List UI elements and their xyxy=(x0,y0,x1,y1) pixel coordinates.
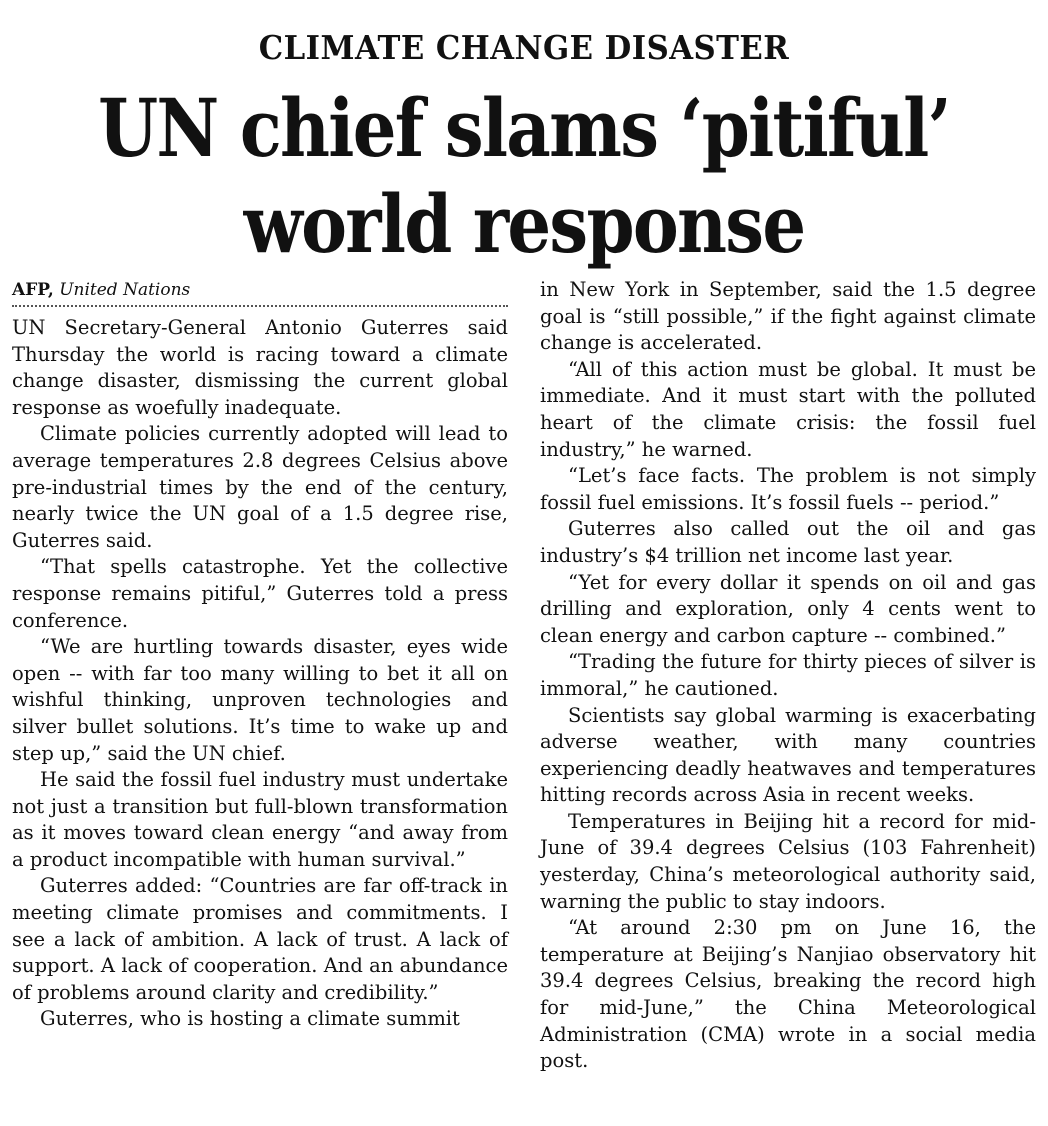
paragraph: in New York in September, said the 1.5 degree goal is “still possible,” if the fight against climate change is accelerated. xyxy=(540,278,1036,355)
paragraph: Temperatures in Beijing hit a record for mid-June of 39.4 degrees Celsius (103 Fahrenheit) yesterday, China’s meteorological authority said, warning the public to stay indoors. xyxy=(540,809,1036,913)
paragraph: Guterres also called out the oil and gas industry’s $4 trillion net income last year. xyxy=(540,517,1036,567)
paragraph: He said the fossil fuel industry must undertake not just a transition but full-blown transformation as it moves toward clean energy “and away from a product incompatible with human survival.” xyxy=(12,768,508,871)
byline-agency: AFP, xyxy=(12,280,54,300)
paragraph: “Yet for every dollar it spends on oil and gas drilling and exploration, only 4 cents went to clean energy and carbon capture -- combined.” xyxy=(540,570,1036,647)
paragraph: “Trading the future for thirty pieces of silver is immoral,” he cautioned. xyxy=(540,650,1036,700)
paragraph: Guterres, who is hosting a climate summit xyxy=(40,1007,460,1031)
section-kicker: CLIMATE CHANGE DISASTER xyxy=(258,28,790,67)
byline-place: United Nations xyxy=(59,280,191,300)
headline-line-2: world response xyxy=(243,177,805,271)
paragraph: “All of this action must be global. It must be immediate. And it must start with the polluted heart of the climate crisis: the fossil fuel industry,” he warned. xyxy=(540,357,1036,461)
byline xyxy=(12,275,508,307)
paragraph: “At around 2:30 pm on June 16, the temperature at Beijing’s Nanjiao observatory hit 39.4 degrees Celsius, breaking the record high for mid-June,” the China Meteorological Administration (CMA) wrote in a social media post. xyxy=(540,916,1036,1073)
paragraph: “That spells catastrophe. Yet the collective response remains pitiful,” Guterres told a press conference. xyxy=(12,555,508,632)
paragraph: “We are hurtling towards disaster, eyes wide open -- with far too many willing to bet it all on wishful thinking, unproven technologies and silver bullet solutions. It’s time to wake up and step up,” said the UN chief. xyxy=(12,635,508,765)
headline xyxy=(73,80,974,272)
paragraph: Scientists say global warming is exacerbating adverse weather, with many countries experiencing deadly heatwaves and temperatures hitting records across Asia in recent weeks. xyxy=(540,703,1036,807)
article-column-left xyxy=(12,275,508,1033)
paragraph: “Let’s face facts. The problem is not simply fossil fuel emissions. It’s fossil fuels -- period.” xyxy=(540,464,1036,514)
paragraph: UN Secretary-General Antonio Guterres said Thursday the world is racing toward a climate change disaster, dismissing the current global response as woefully inadequate. xyxy=(12,316,508,419)
paragraph: Guterres added: “Countries are far off-track in meeting climate promises and commitments. I see a lack of ambition. A lack of trust. A lack of support. A lack of cooperation. And an abundance of problems around clarity and credibility.” xyxy=(12,874,508,1004)
headline-line-1: UN chief slams ‘pitiful’ xyxy=(98,81,950,175)
article-column-right xyxy=(540,277,1036,1075)
paragraph: Climate policies currently adopted will lead to average temperatures 2.8 degrees Celsius above pre-industrial times by the end of the century, nearly twice the UN goal of a 1.5 degree rise, Guterres said. xyxy=(12,422,508,552)
